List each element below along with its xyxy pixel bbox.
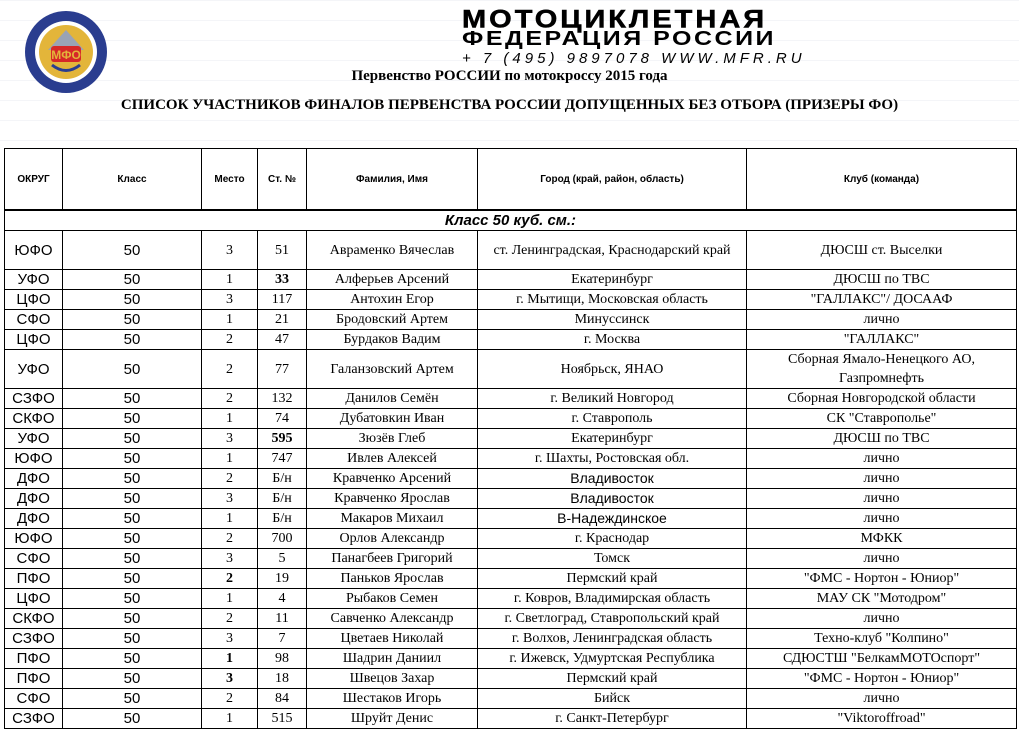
table-row xyxy=(5,469,1017,489)
cell-klass: 50 xyxy=(63,569,202,589)
cell-num: 33 xyxy=(258,270,307,290)
cell-city: Владивосток xyxy=(478,469,747,489)
svg-text:МФО: МФО xyxy=(51,48,81,62)
cell-num: 74 xyxy=(258,409,307,429)
cell-okrug: УФО xyxy=(5,270,63,290)
table-row xyxy=(5,310,1017,330)
table-row xyxy=(5,709,1017,729)
cell-name: Бурдаков Вадим xyxy=(307,330,478,350)
cell-mesto: 1 xyxy=(202,310,258,330)
table-row xyxy=(5,589,1017,609)
cell-name: Шруйт Денис xyxy=(307,709,478,729)
cell-klass: 50 xyxy=(63,489,202,509)
cell-name: Швецов Захар xyxy=(307,669,478,689)
cell-okrug: ДФО xyxy=(5,469,63,489)
header-mesto: Место xyxy=(202,149,258,211)
table-row xyxy=(5,649,1017,669)
cell-club: "ФМС - Нортон - Юниор" xyxy=(747,569,1017,589)
cell-club: "Viktoroffroad" xyxy=(747,709,1017,729)
table-row xyxy=(5,350,1017,389)
cell-num: 700 xyxy=(258,529,307,549)
table-row xyxy=(5,449,1017,469)
header-club: Клуб (команда) xyxy=(747,149,1017,211)
cell-name: Кравченко Ярослав xyxy=(307,489,478,509)
cell-okrug: ПФО xyxy=(5,569,63,589)
class-section-row xyxy=(5,210,1017,231)
cell-klass: 50 xyxy=(63,469,202,489)
header-number: Ст. № xyxy=(258,149,307,211)
cell-name: Шестаков Игорь xyxy=(307,689,478,709)
cell-club: лично xyxy=(747,689,1017,709)
cell-club: СДЮСТШ "БелкамМОТОспорт" xyxy=(747,649,1017,669)
cell-name: Антохин Егор xyxy=(307,290,478,310)
cell-klass: 50 xyxy=(63,409,202,429)
cell-name: Бродовский Артем xyxy=(307,310,478,330)
cell-city: г. Светлоград, Ставропольский край xyxy=(478,609,747,629)
cell-club: лично xyxy=(747,509,1017,529)
cell-club: "ФМС - Нортон - Юниор" xyxy=(747,669,1017,689)
cell-okrug: СКФО xyxy=(5,409,63,429)
brand-line2: ФЕДЕРАЦИЯ РОССИИ xyxy=(462,27,777,50)
brand-line1: МОТОЦИКЛЕТНАЯ xyxy=(462,6,768,34)
cell-club: лично xyxy=(747,469,1017,489)
brand-contacts: + 7 (495) 9897078 WWW.MFR.RU xyxy=(462,50,806,67)
cell-club: МФКК xyxy=(747,529,1017,549)
cell-name: Галанзовский Артем xyxy=(307,350,478,389)
cell-okrug: СФО xyxy=(5,689,63,709)
cell-city: г. Волхов, Ленинградская область xyxy=(478,629,747,649)
cell-okrug: УФО xyxy=(5,350,63,389)
cell-mesto: 2 xyxy=(202,689,258,709)
cell-city: г. Великий Новгород xyxy=(478,389,747,409)
cell-mesto: 2 xyxy=(202,609,258,629)
cell-klass: 50 xyxy=(63,330,202,350)
table-row xyxy=(5,270,1017,290)
table-row xyxy=(5,290,1017,310)
cell-city: г. Москва xyxy=(478,330,747,350)
cell-num: 47 xyxy=(258,330,307,350)
cell-num: 5 xyxy=(258,549,307,569)
class-label: Класс 50 куб. см.: xyxy=(5,210,1017,231)
cell-num: Б/н xyxy=(258,469,307,489)
cell-okrug: СКФО xyxy=(5,609,63,629)
cell-okrug: ЮФО xyxy=(5,529,63,549)
cell-name: Макаров Михаил xyxy=(307,509,478,529)
cell-okrug: ДФО xyxy=(5,509,63,529)
cell-klass: 50 xyxy=(63,669,202,689)
cell-name: Алферьев Арсений xyxy=(307,270,478,290)
cell-city: г. Ижевск, Удмуртская Республика xyxy=(478,649,747,669)
cell-klass: 50 xyxy=(63,270,202,290)
header-klass: Класс xyxy=(63,149,202,211)
cell-klass: 50 xyxy=(63,389,202,409)
table-row xyxy=(5,409,1017,429)
cell-num: 11 xyxy=(258,609,307,629)
cell-name: Авраменко Вячеслав xyxy=(307,231,478,270)
doc-subtitle: СПИСОК УЧАСТНИКОВ ФИНАЛОВ ПЕРВЕНСТВА РОССИИ ДОПУЩЕННЫХ БЕЗ ОТБОРА (ПРИЗЕРЫ ФО) xyxy=(120,97,899,113)
cell-club: лично xyxy=(747,549,1017,569)
cell-mesto: 3 xyxy=(202,549,258,569)
cell-name: Зюзёв Глеб xyxy=(307,429,478,449)
cell-klass: 50 xyxy=(63,609,202,629)
cell-num: 84 xyxy=(258,689,307,709)
cell-city: Екатеринбург xyxy=(478,429,747,449)
cell-okrug: ПФО xyxy=(5,649,63,669)
cell-num: 77 xyxy=(258,350,307,389)
table-row xyxy=(5,629,1017,649)
table-row xyxy=(5,669,1017,689)
cell-city: Владивосток xyxy=(478,489,747,509)
cell-club: ДЮСШ по ТВС xyxy=(747,270,1017,290)
cell-mesto: 3 xyxy=(202,629,258,649)
cell-mesto: 1 xyxy=(202,709,258,729)
header-name: Фамилия, Имя xyxy=(307,149,478,211)
cell-name: Данилов Семён xyxy=(307,389,478,409)
cell-klass: 50 xyxy=(63,629,202,649)
cell-city: г. Ковров, Владимирская область xyxy=(478,589,747,609)
cell-mesto: 3 xyxy=(202,290,258,310)
cell-club: Сборная Новгородской области xyxy=(747,389,1017,409)
cell-okrug: ПФО xyxy=(5,669,63,689)
cell-club: лично xyxy=(747,449,1017,469)
cell-name: Цветаев Николай xyxy=(307,629,478,649)
cell-name: Панагбеев Григорий xyxy=(307,549,478,569)
cell-name: Шадрин Даниил xyxy=(307,649,478,669)
table-row xyxy=(5,609,1017,629)
cell-okrug: ЦФО xyxy=(5,330,63,350)
cell-mesto: 2 xyxy=(202,569,258,589)
cell-mesto: 1 xyxy=(202,270,258,290)
table-row xyxy=(5,569,1017,589)
cell-klass: 50 xyxy=(63,429,202,449)
cell-klass: 50 xyxy=(63,350,202,389)
cell-okrug: ЦФО xyxy=(5,589,63,609)
cell-okrug: СЗФО xyxy=(5,629,63,649)
cell-city: г. Шахты, Ростовская обл. xyxy=(478,449,747,469)
table-row xyxy=(5,489,1017,509)
cell-okrug: СЗФО xyxy=(5,389,63,409)
cell-mesto: 1 xyxy=(202,409,258,429)
cell-klass: 50 xyxy=(63,589,202,609)
cell-num: Б/н xyxy=(258,489,307,509)
cell-club: Техно-клуб "Колпино" xyxy=(747,629,1017,649)
cell-klass: 50 xyxy=(63,509,202,529)
cell-mesto: 2 xyxy=(202,389,258,409)
cell-okrug: УФО xyxy=(5,429,63,449)
cell-num: 595 xyxy=(258,429,307,449)
cell-name: Рыбаков Семен xyxy=(307,589,478,609)
cell-okrug: СЗФО xyxy=(5,709,63,729)
cell-city: г. Мытищи, Московская область xyxy=(478,290,747,310)
cell-klass: 50 xyxy=(63,529,202,549)
cell-num: 4 xyxy=(258,589,307,609)
cell-klass: 50 xyxy=(63,449,202,469)
cell-mesto: 3 xyxy=(202,669,258,689)
cell-okrug: ЦФО xyxy=(5,290,63,310)
cell-num: 747 xyxy=(258,449,307,469)
cell-city: Минуссинск xyxy=(478,310,747,330)
cell-club: ДЮСШ ст. Выселки xyxy=(747,231,1017,270)
cell-city: г. Ставрополь xyxy=(478,409,747,429)
cell-club: лично xyxy=(747,310,1017,330)
cell-mesto: 2 xyxy=(202,469,258,489)
cell-klass: 50 xyxy=(63,231,202,270)
cell-mesto: 2 xyxy=(202,350,258,389)
cell-city: Томск xyxy=(478,549,747,569)
cell-city: Екатеринбург xyxy=(478,270,747,290)
cell-num: 117 xyxy=(258,290,307,310)
cell-mesto: 2 xyxy=(202,529,258,549)
cell-num: 7 xyxy=(258,629,307,649)
cell-num: 51 xyxy=(258,231,307,270)
cell-klass: 50 xyxy=(63,310,202,330)
cell-name: Орлов Александр xyxy=(307,529,478,549)
cell-club: МАУ СК "Мотодром" xyxy=(747,589,1017,609)
header-okrug: ОКРУГ xyxy=(5,149,63,211)
cell-city: Пермский край xyxy=(478,569,747,589)
cell-mesto: 3 xyxy=(202,231,258,270)
cell-klass: 50 xyxy=(63,709,202,729)
cell-name: Кравченко Арсений xyxy=(307,469,478,489)
table-row xyxy=(5,509,1017,529)
cell-name: Паньков Ярослав xyxy=(307,569,478,589)
cell-name: Ивлев Алексей xyxy=(307,449,478,469)
cell-mesto: 2 xyxy=(202,330,258,350)
cell-club: ДЮСШ по ТВС xyxy=(747,429,1017,449)
cell-club: лично xyxy=(747,609,1017,629)
cell-okrug: СФО xyxy=(5,549,63,569)
cell-club: СК "Ставрополье" xyxy=(747,409,1017,429)
table-row xyxy=(5,231,1017,270)
cell-num: 132 xyxy=(258,389,307,409)
cell-city: Ноябрьск, ЯНАО xyxy=(478,350,747,389)
cell-club: лично xyxy=(747,489,1017,509)
cell-city: г. Санкт-Петербург xyxy=(478,709,747,729)
table-row xyxy=(5,549,1017,569)
cell-okrug: ЮФО xyxy=(5,449,63,469)
cell-klass: 50 xyxy=(63,689,202,709)
cell-klass: 50 xyxy=(63,290,202,310)
cell-num: 18 xyxy=(258,669,307,689)
cell-city: Пермский край xyxy=(478,669,747,689)
brand-header xyxy=(462,8,990,66)
cell-mesto: 3 xyxy=(202,429,258,449)
cell-mesto: 3 xyxy=(202,489,258,509)
header-city: Город (край, район, область) xyxy=(478,149,747,211)
table-row xyxy=(5,429,1017,449)
table-row xyxy=(5,689,1017,709)
cell-okrug: СФО xyxy=(5,310,63,330)
cell-okrug: ДФО xyxy=(5,489,63,509)
cell-num: 21 xyxy=(258,310,307,330)
cell-okrug: ЮФО xyxy=(5,231,63,270)
cell-city: г. Краснодар xyxy=(478,529,747,549)
cell-num: 19 xyxy=(258,569,307,589)
cell-name: Савченко Александр xyxy=(307,609,478,629)
cell-mesto: 1 xyxy=(202,449,258,469)
cell-city: Бийск xyxy=(478,689,747,709)
cell-mesto: 1 xyxy=(202,649,258,669)
table-row xyxy=(5,529,1017,549)
doc-title: Первенство РОССИИ по мотокроссу 2015 года xyxy=(351,68,668,84)
cell-city: ст. Ленинградская, Краснодарский край xyxy=(478,231,747,270)
cell-club: "ГАЛЛАКС"/ ДОСААФ xyxy=(747,290,1017,310)
table-row xyxy=(5,330,1017,350)
cell-num: 98 xyxy=(258,649,307,669)
cell-name: Дубатовкин Иван xyxy=(307,409,478,429)
cell-klass: 50 xyxy=(63,549,202,569)
cell-city: В-Надеждинское xyxy=(478,509,747,529)
participants-table xyxy=(4,148,1017,729)
table-row xyxy=(5,389,1017,409)
cell-club: Сборная Ямало-Ненецкого АО, Газпромнефть xyxy=(747,350,1017,389)
cell-mesto: 1 xyxy=(202,589,258,609)
cell-num: Б/н xyxy=(258,509,307,529)
cell-num: 515 xyxy=(258,709,307,729)
cell-club: "ГАЛЛАКС" xyxy=(747,330,1017,350)
table-header-row xyxy=(5,149,1017,211)
cell-mesto: 1 xyxy=(202,509,258,529)
cell-klass: 50 xyxy=(63,649,202,669)
